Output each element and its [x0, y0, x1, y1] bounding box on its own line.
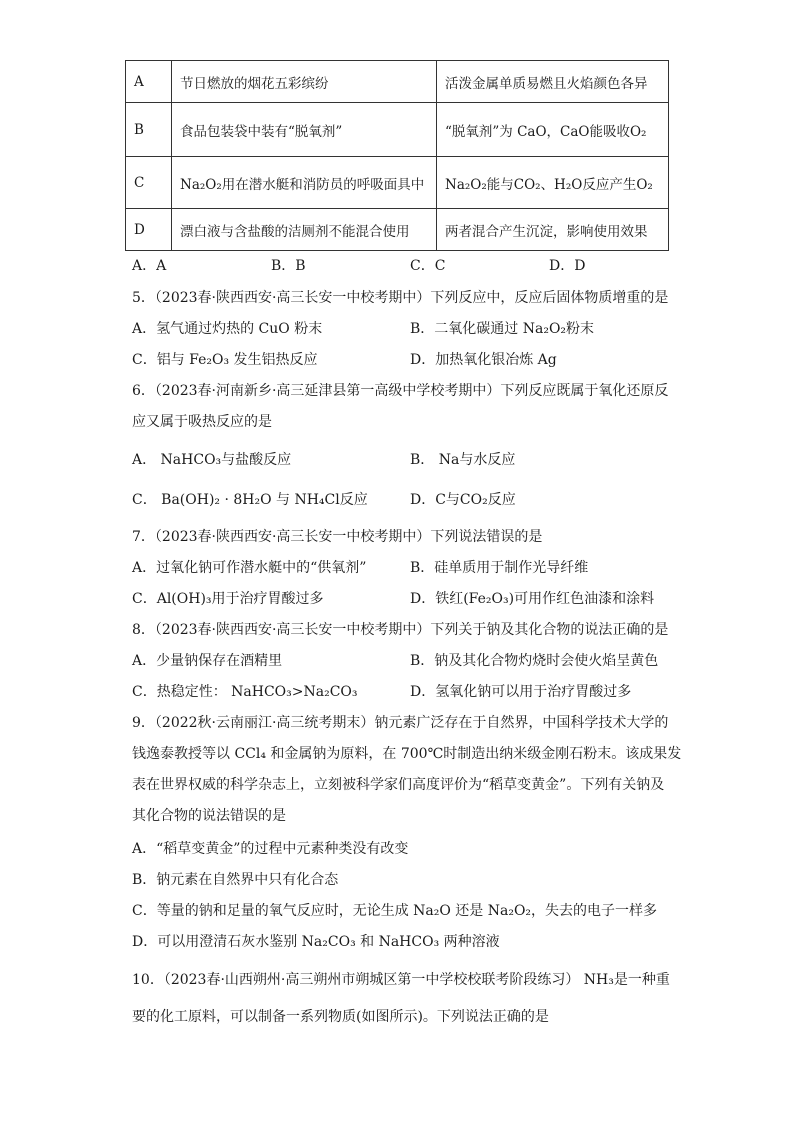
q8-option-d: D．氢氧化钠可以用于治疗胃酸过多 — [410, 684, 632, 700]
row-explanation: 活泼金属单质易燃且火焰颜色各异 — [437, 61, 669, 103]
q4-option-b: B．B — [271, 258, 306, 274]
q9-stem-line4: 其化合物的说法错误的是 — [132, 808, 286, 824]
q6-option-a: A． NaHCO₃与盐酸反应 — [132, 452, 292, 468]
q5-option-c: C．铝与 Fe₂O₃ 发生铝热反应 — [132, 352, 318, 368]
q7-option-b: B．硅单质用于制作光导纤维 — [410, 560, 589, 576]
row-phenomenon: 食品包装袋中装有“脱氧剂” — [172, 103, 437, 157]
row-phenomenon: 节日燃放的烟花五彩缤纷 — [172, 61, 437, 103]
row-phenomenon: 漂白液与含盐酸的洁厕剂不能混合使用 — [172, 209, 437, 251]
row-explanation: “脱氧剂”为 CaO，CaO能吸收O₂ — [437, 103, 669, 157]
q10-stem-line2: 要的化工原料，可以制备一系列物质(如图所示)。下列说法正确的是 — [132, 1009, 549, 1025]
row-label: D — [126, 209, 172, 251]
table-row — [126, 209, 669, 251]
row-label: B — [126, 103, 172, 157]
q9-option-c: C．等量的钠和足量的氧气反应时，无论生成 Na₂O 还是 Na₂O₂，失去的电子一样多 — [132, 903, 658, 919]
q7-option-a: A．过氧化钠可作潜水艇中的“供氧剂” — [132, 560, 367, 576]
q6-option-b: B． Na与水反应 — [410, 452, 516, 468]
q9-stem-line3: 表在世界权威的科学杂志上，立刻被科学家们高度评价为“稻草变黄金”。下列有关钠及 — [132, 777, 665, 793]
q9-option-a: A．“稻草变黄金”的过程中元素种类没有改变 — [132, 841, 409, 857]
row-label: C — [126, 157, 172, 209]
q8-option-c: C．热稳定性： NaHCO₃>Na₂CO₃ — [132, 684, 358, 700]
q7-stem: 7．（2023春·陕西西安·高三长安一中校考期中）下列说法错误的是 — [132, 529, 543, 545]
q6-stem-line2: 应又属于吸热反应的是 — [132, 414, 272, 430]
table-row — [126, 61, 669, 103]
table-row — [126, 103, 669, 157]
q6-option-d: D．C与CO₂反应 — [410, 492, 516, 508]
row-label: A — [126, 61, 172, 103]
q6-stem-line1: 6．（2023春·河南新乡·高三延津县第一高级中学校考期中）下列反应既属于氧化还原反 — [132, 383, 669, 399]
q9-option-b: B．钠元素在自然界中只有化合态 — [132, 872, 339, 888]
q8-option-b: B．钠及其化合物灼烧时会使火焰呈黄色 — [410, 653, 659, 669]
q10-stem-line1: 10．（2023春·山西朔州·高三朔州市朔城区第一中学校校联考阶段练习） NH₃是一种重 — [132, 972, 670, 988]
row-explanation: Na₂O₂能与CO₂、H₂O反应产生O₂ — [437, 157, 669, 209]
q9-stem-line2: 钱逸泰教授等以 CCl₄ 和金属钠为原料，在 700℃时制造出纳米级金刚石粉末。该成果发 — [132, 746, 682, 762]
q6-option-c: C． Ba(OH)₂ · 8H₂O 与 NH₄Cl反应 — [132, 492, 368, 508]
q4-option-c: C．C — [410, 258, 446, 274]
row-explanation: 两者混合产生沉淀，影响使用效果 — [437, 209, 669, 251]
row-phenomenon: Na₂O₂用在潜水艇和消防员的呼吸面具中 — [172, 157, 437, 209]
q9-option-d: D．可以用澄清石灰水鉴别 Na₂CO₃ 和 NaHCO₃ 两种溶液 — [132, 934, 500, 950]
q5-option-d: D．加热氧化银冶炼 Ag — [410, 352, 557, 368]
option-table — [125, 60, 669, 251]
q5-option-a: A．氢气通过灼热的 CuO 粉末 — [132, 321, 323, 337]
q4-option-d: D．D — [549, 258, 586, 274]
q5-stem: 5．（2023春·陕西西安·高三长安一中校考期中）下列反应中，反应后固体物质增重的是 — [132, 290, 669, 306]
q8-stem: 8．（2023春·陕西西安·高三长安一中校考期中）下列关于钠及其化合物的说法正确的是 — [132, 622, 669, 638]
q7-option-c: C．Al(OH)₃用于治疗胃酸过多 — [132, 591, 324, 607]
q8-option-a: A．少量钠保存在酒精里 — [132, 653, 283, 669]
q9-stem-line1: 9．（2022秋·云南丽江·高三统考期末）钠元素广泛存在于自然界，中国科学技术大学的 — [132, 715, 669, 731]
q5-option-b: B．二氧化碳通过 Na₂O₂粉末 — [410, 321, 595, 337]
q4-option-a: A．A — [132, 258, 167, 274]
table-row — [126, 157, 669, 209]
q7-option-d: D．铁红(Fe₂O₃)可用作红色油漆和涂料 — [410, 591, 655, 607]
